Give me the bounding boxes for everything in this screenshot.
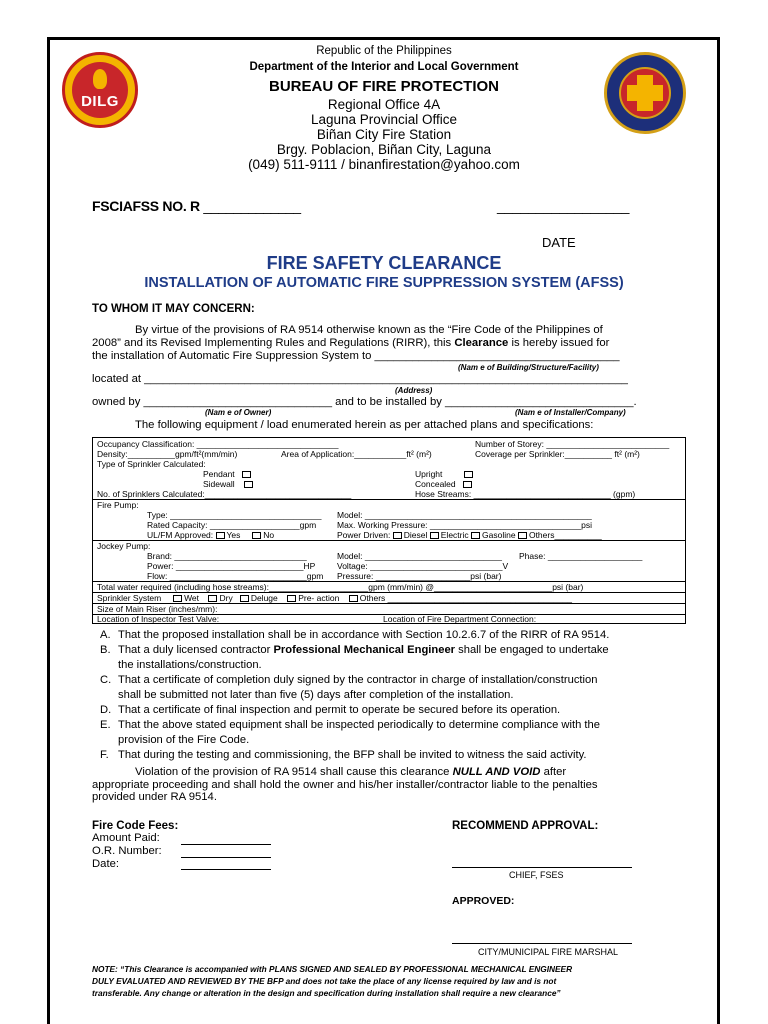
owner-caption: (Nam e of Owner) — [205, 408, 272, 417]
condition-d: D. That a certificate of final inspection and permit to operate be secured before its operation. — [100, 704, 561, 716]
fp-capacity-field: Rated Capacity: ___________________gpm — [147, 520, 317, 530]
no-sprinklers-field: No. of Sprinklers Calculated:_______________________________ — [97, 489, 352, 499]
salutation: TO WHOM IT MAY CONCERN: — [92, 303, 255, 315]
region-line: Regional Office 4A — [327, 97, 441, 112]
yes-checkbox[interactable] — [216, 532, 225, 539]
upright-checkbox[interactable] — [464, 471, 473, 478]
located-at-line: located at _____________________________________________________________________________ — [92, 373, 628, 385]
inspector-valve-field: Location of Inspector Test Valve: ____________________ — [97, 614, 316, 624]
fp-model-field: Model: ________________________________________________ — [337, 510, 592, 520]
dilg-logo-text: DILG — [81, 93, 119, 110]
violation-line-1: Violation of the provision of RA 9514 shall cause this clearance NULL AND VOID after — [135, 766, 567, 778]
note-line-1: NOTE: “This Clearance is accompanied with PLANS SIGNED AND SEALED BY PROFESSIONAL MECHANICAL ENGINEER — [92, 964, 573, 974]
others-pump-checkbox[interactable] — [518, 532, 527, 539]
fire-pump-label: Fire Pump: — [97, 500, 139, 510]
chief-signature-line[interactable] — [452, 867, 632, 868]
diesel-checkbox[interactable] — [393, 532, 402, 539]
chief-title: CHIEF, FSES — [509, 870, 564, 880]
fp-pressure-field: Max. Working Pressure: ________________________________psi — [337, 520, 593, 530]
installer-caption: (Nam e of Installer/Company) — [515, 408, 626, 417]
or-number-line[interactable] — [181, 857, 271, 858]
approved-label: APPROVED: — [452, 895, 515, 907]
form-number-label: FSCIAFSS NO. R _____________ — [92, 198, 301, 214]
jp-brand-field: Brand: ____________________________ — [147, 551, 307, 561]
fee-date-label: Date: — [92, 858, 120, 870]
sidewall-checkbox[interactable] — [244, 481, 253, 488]
no-checkbox[interactable] — [252, 532, 261, 539]
address-line: Brgy. Poblacion, Biñan City, Laguna — [276, 142, 492, 157]
amount-paid-label: Amount Paid: — [92, 832, 160, 844]
marshal-title: CITY/MUNICIPAL FIRE MARSHAL — [478, 947, 619, 957]
coverage-field: Coverage per Sprinkler:__________ ft² (m²) — [475, 449, 640, 459]
republic-line: Republic of the Philippines — [316, 45, 452, 57]
concealed-option[interactable]: Concealed — [415, 479, 474, 489]
density-field: Density:__________gpm/ft²(mm/min) — [97, 449, 238, 459]
recommend-approval-label: RECOMMEND APPROVAL: — [452, 820, 599, 832]
power-driven: Power Driven: Diesel Electric Gasoline Others__________ — [337, 530, 602, 540]
fp-ul-approved: UL/FM Approved: Yes No — [147, 530, 275, 540]
fees-title: Fire Code Fees: — [92, 820, 179, 832]
fp-type-field: Type: ________________________________ — [147, 510, 322, 520]
bureau-line: BUREAU OF FIRE PROTECTION — [268, 78, 499, 95]
province-line: Laguna Provincial Office — [310, 112, 458, 127]
electric-checkbox[interactable] — [430, 532, 439, 539]
equipment-line: The following equipment / load enumerated herein as per attached plans and specifications: — [135, 419, 594, 431]
concealed-checkbox[interactable] — [463, 481, 472, 488]
sprinkler-system-row: Sprinkler System Wet Dry Deluge Pre- action Others _______________________________________ — [97, 593, 573, 603]
upright-option[interactable]: Upright — [415, 469, 475, 479]
fee-date-line[interactable] — [181, 869, 271, 870]
intro-line-3: the installation of Automatic Fire Suppression System to _______________________________________ — [92, 350, 620, 362]
jp-pressure-field: Pressure: ____________________psi (bar) — [337, 571, 502, 581]
violation-line-3: provided under RA 9514. — [92, 791, 217, 803]
condition-e: E. That the above stated equipment shall be inspected periodically to determine compliance with the — [100, 719, 600, 731]
preaction-checkbox[interactable] — [287, 595, 296, 602]
contact-line: (049) 511-9111 / binanfirestation@yahoo.com — [248, 157, 520, 172]
date-blank: _________________ — [497, 198, 630, 214]
note-line-2: DULY EVALUATED AND REVIEWED BY THE BFP and does not take the place of any license required by law and is not — [92, 976, 557, 986]
condition-c: C. That a certificate of completion duly signed by the contractor in charge of installation/construction — [100, 674, 598, 686]
date-label: DATE — [542, 235, 576, 250]
area-field: Area of Application:___________ft² (m²) — [281, 449, 432, 459]
jp-power-field: Power: ___________________________HP — [147, 561, 316, 571]
department-line: Department of the Interior and Local Government — [249, 61, 519, 73]
amount-paid-line[interactable] — [181, 844, 271, 845]
hose-streams-field: Hose Streams: _____________________________ (gpm) — [415, 489, 636, 499]
intro-line-2: 2008” and its Revised Implementing Rules and Regulations (RIRR), this Clearance is hereby issued for — [92, 337, 610, 349]
condition-a: A. That the proposed installation shall be in accordance with Section 10.2.6.7 of the RIRR of RA 9514. — [100, 629, 610, 641]
others-system-checkbox[interactable] — [349, 595, 358, 602]
or-number-label: O.R. Number: — [92, 845, 162, 857]
building-caption: (Nam e of Building/Structure/Facility) — [458, 363, 599, 372]
document-subtitle: INSTALLATION OF AUTOMATIC FIRE SUPPRESSION SYSTEM (AFSS) — [144, 275, 624, 291]
specification-table — [92, 437, 686, 624]
violation-line-2: appropriate proceeding and shall hold the owner and his/her installer/contractor liable to the penalties — [92, 779, 598, 791]
deluge-checkbox[interactable] — [240, 595, 249, 602]
owned-by-line: owned by ______________________________ and to be installed by ______________________________. — [92, 396, 637, 408]
total-water-field: Total water required (including hose streams):_____________________gpm (mm/min) @_________________________psi (bar) — [97, 582, 584, 592]
document-title: FIRE SAFETY CLEARANCE — [266, 253, 502, 273]
sprinkler-type-label: Type of Sprinkler Calculated: — [97, 459, 206, 469]
intro-line-1: By virtue of the provisions of RA 9514 otherwise known as the “Fire Code of the Philippines of — [135, 324, 603, 336]
occupancy-field: Occupancy Classification: ______________________________ — [97, 439, 339, 449]
conditions-list: A. That the proposed installation shall be in accordance with Section 10.2.6.7 of the RIRR of RA 9514. B. That a duly licensed contractor Professional Mechanical Engineer shall be engaged to undertake the installations/construction. C. That a certificate of completion duly signed by the contractor in charge of installation/construction shall be submitted not later than five (5) days after completion of the installation. D. That a certificate of final inspection and permit to operate be secured before its operation. E. That the above stated equipment shall be inspected periodically to determine compliance with the provision of the Fire Code. F. That during the testing and commissioning, the BFP shall be invited to witness the said activity. — [100, 628, 685, 763]
jp-phase-field: Phase: ____________________ — [519, 551, 643, 561]
wet-checkbox[interactable] — [173, 595, 182, 602]
jockey-pump-label: Jockey Pump: — [97, 541, 151, 551]
sidewall-option[interactable]: Sidewall — [203, 479, 255, 489]
fd-connection-field: Location of Fire Department Connection: _____________________ — [383, 614, 638, 624]
main-riser-field: Size of Main Riser (inches/mm): — [97, 604, 218, 614]
pendant-option[interactable]: Pendant — [203, 469, 253, 479]
condition-f: F. That during the testing and commissioning, the BFP shall be invited to witness the said activity. — [100, 749, 587, 761]
gasoline-checkbox[interactable] — [471, 532, 480, 539]
dry-checkbox[interactable] — [208, 595, 217, 602]
marshal-signature-line[interactable] — [452, 943, 632, 944]
storey-field: Number of Storey: __________________________ — [475, 439, 670, 449]
pendant-checkbox[interactable] — [242, 471, 251, 478]
note-line-3: transferable. Any change or alteration in the design and specification during installation shall require a new clearance” — [92, 988, 561, 997]
jp-flow-field: Flow: _____________________________gpm — [147, 571, 324, 581]
jp-model-field: Model: _____________________________ — [337, 551, 502, 561]
address-caption: (Address) — [395, 386, 433, 395]
station-line: Biñan City Fire Station — [316, 127, 452, 142]
jp-voltage-field: Voltage: ____________________________V — [337, 561, 509, 571]
condition-b: B. That a duly licensed contractor Professional Mechanical Engineer shall be engaged to undertake — [100, 644, 609, 656]
